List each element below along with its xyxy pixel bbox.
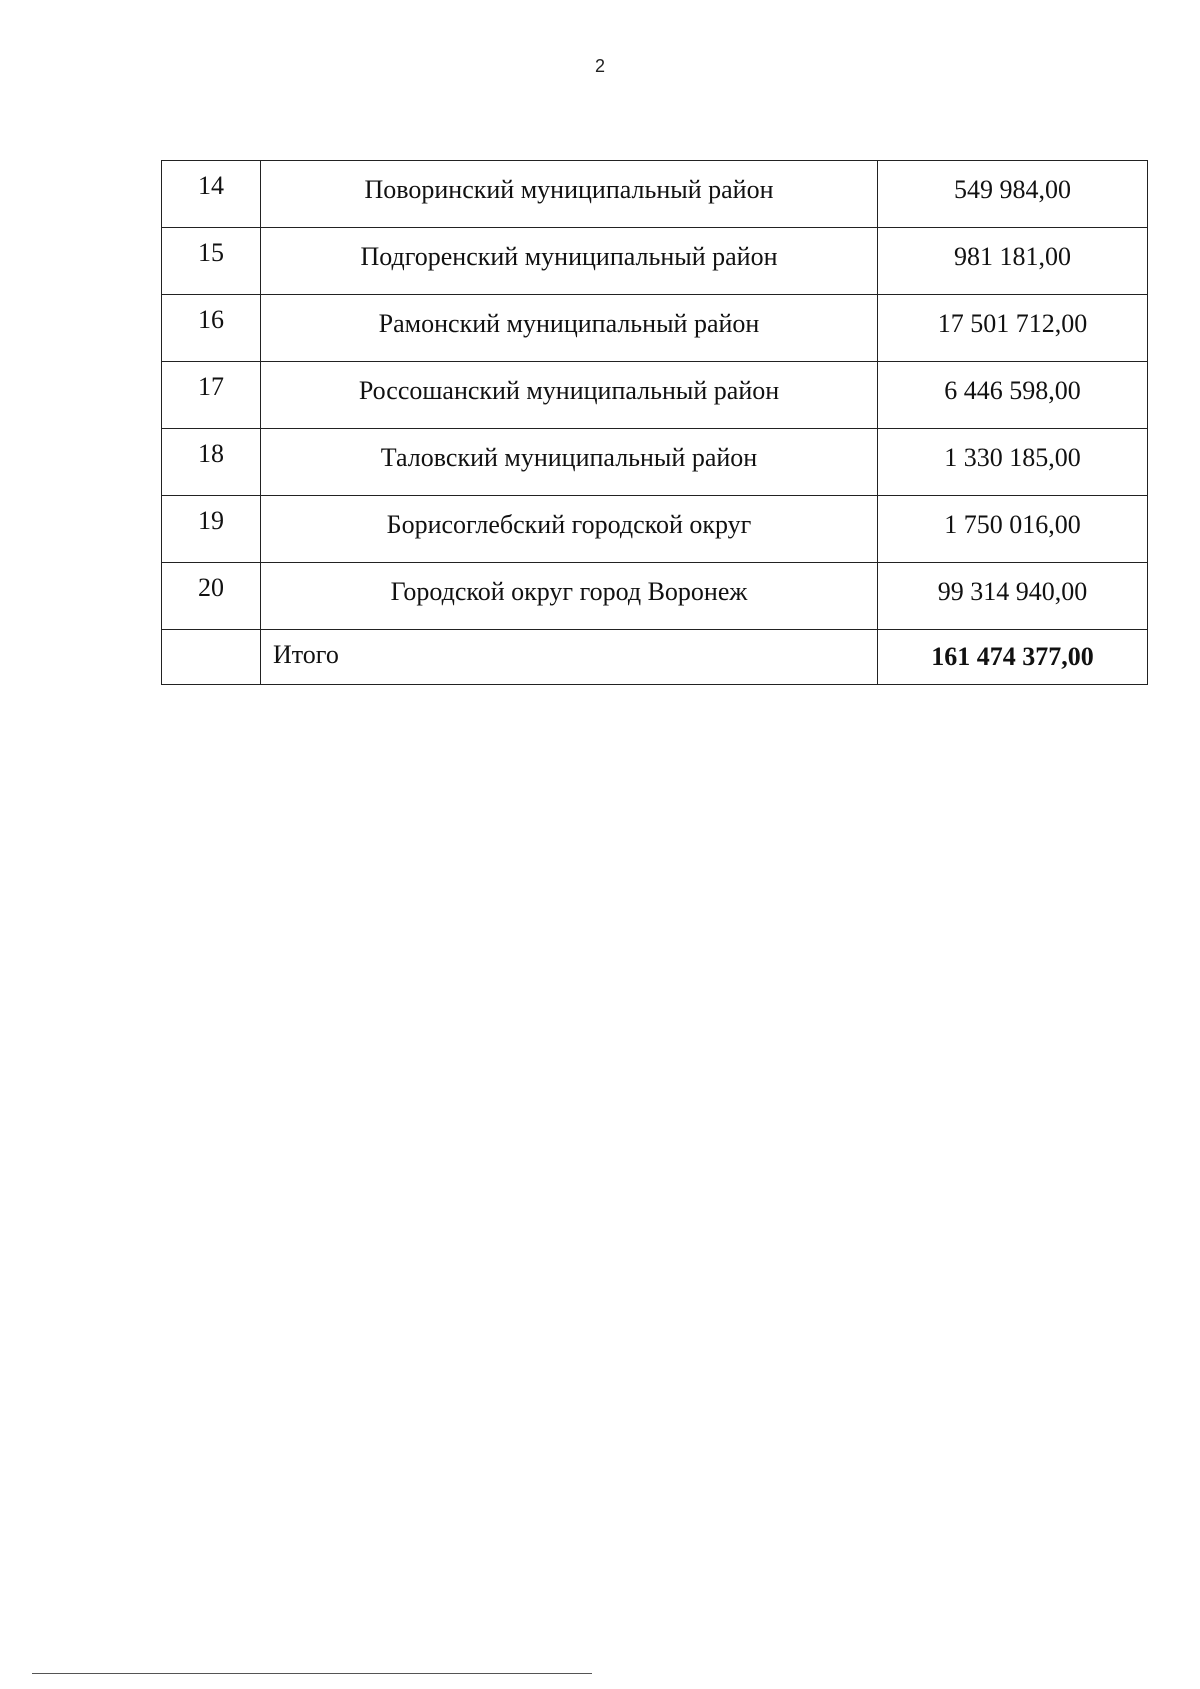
amount-value: 1 750 016,00 [878, 496, 1148, 563]
total-amount: 161 474 377,00 [878, 630, 1148, 685]
total-number-cell [162, 630, 261, 685]
total-row [162, 630, 1148, 685]
table-row [162, 161, 1148, 228]
district-name: Поворинский муниципальный район [261, 161, 878, 228]
row-number: 15 [162, 228, 261, 295]
page-number: 2 [594, 56, 605, 76]
amount-value: 99 314 940,00 [878, 563, 1148, 630]
footer-rule [32, 1673, 592, 1674]
table-row [162, 362, 1148, 429]
table-row [162, 496, 1148, 563]
row-number: 19 [162, 496, 261, 563]
row-number: 17 [162, 362, 261, 429]
amount-value: 981 181,00 [878, 228, 1148, 295]
table-row [162, 295, 1148, 362]
table-row [162, 563, 1148, 630]
district-name: Рамонский муниципальный район [261, 295, 878, 362]
amount-value: 1 330 185,00 [878, 429, 1148, 496]
amount-value: 549 984,00 [878, 161, 1148, 228]
district-name: Городской округ город Воронеж [261, 563, 878, 630]
table-row [162, 228, 1148, 295]
district-name: Борисоглебский городской округ [261, 496, 878, 563]
row-number: 16 [162, 295, 261, 362]
table-row [162, 429, 1148, 496]
row-number: 14 [162, 161, 261, 228]
district-name: Таловский муниципальный район [261, 429, 878, 496]
amount-value: 17 501 712,00 [878, 295, 1148, 362]
row-number: 20 [162, 563, 261, 630]
district-name: Россошанский муниципальный район [261, 362, 878, 429]
row-number: 18 [162, 429, 261, 496]
allocation-table [161, 160, 1148, 685]
total-label: Итого [261, 630, 878, 685]
district-name: Подгоренский муниципальный район [261, 228, 878, 295]
amount-value: 6 446 598,00 [878, 362, 1148, 429]
